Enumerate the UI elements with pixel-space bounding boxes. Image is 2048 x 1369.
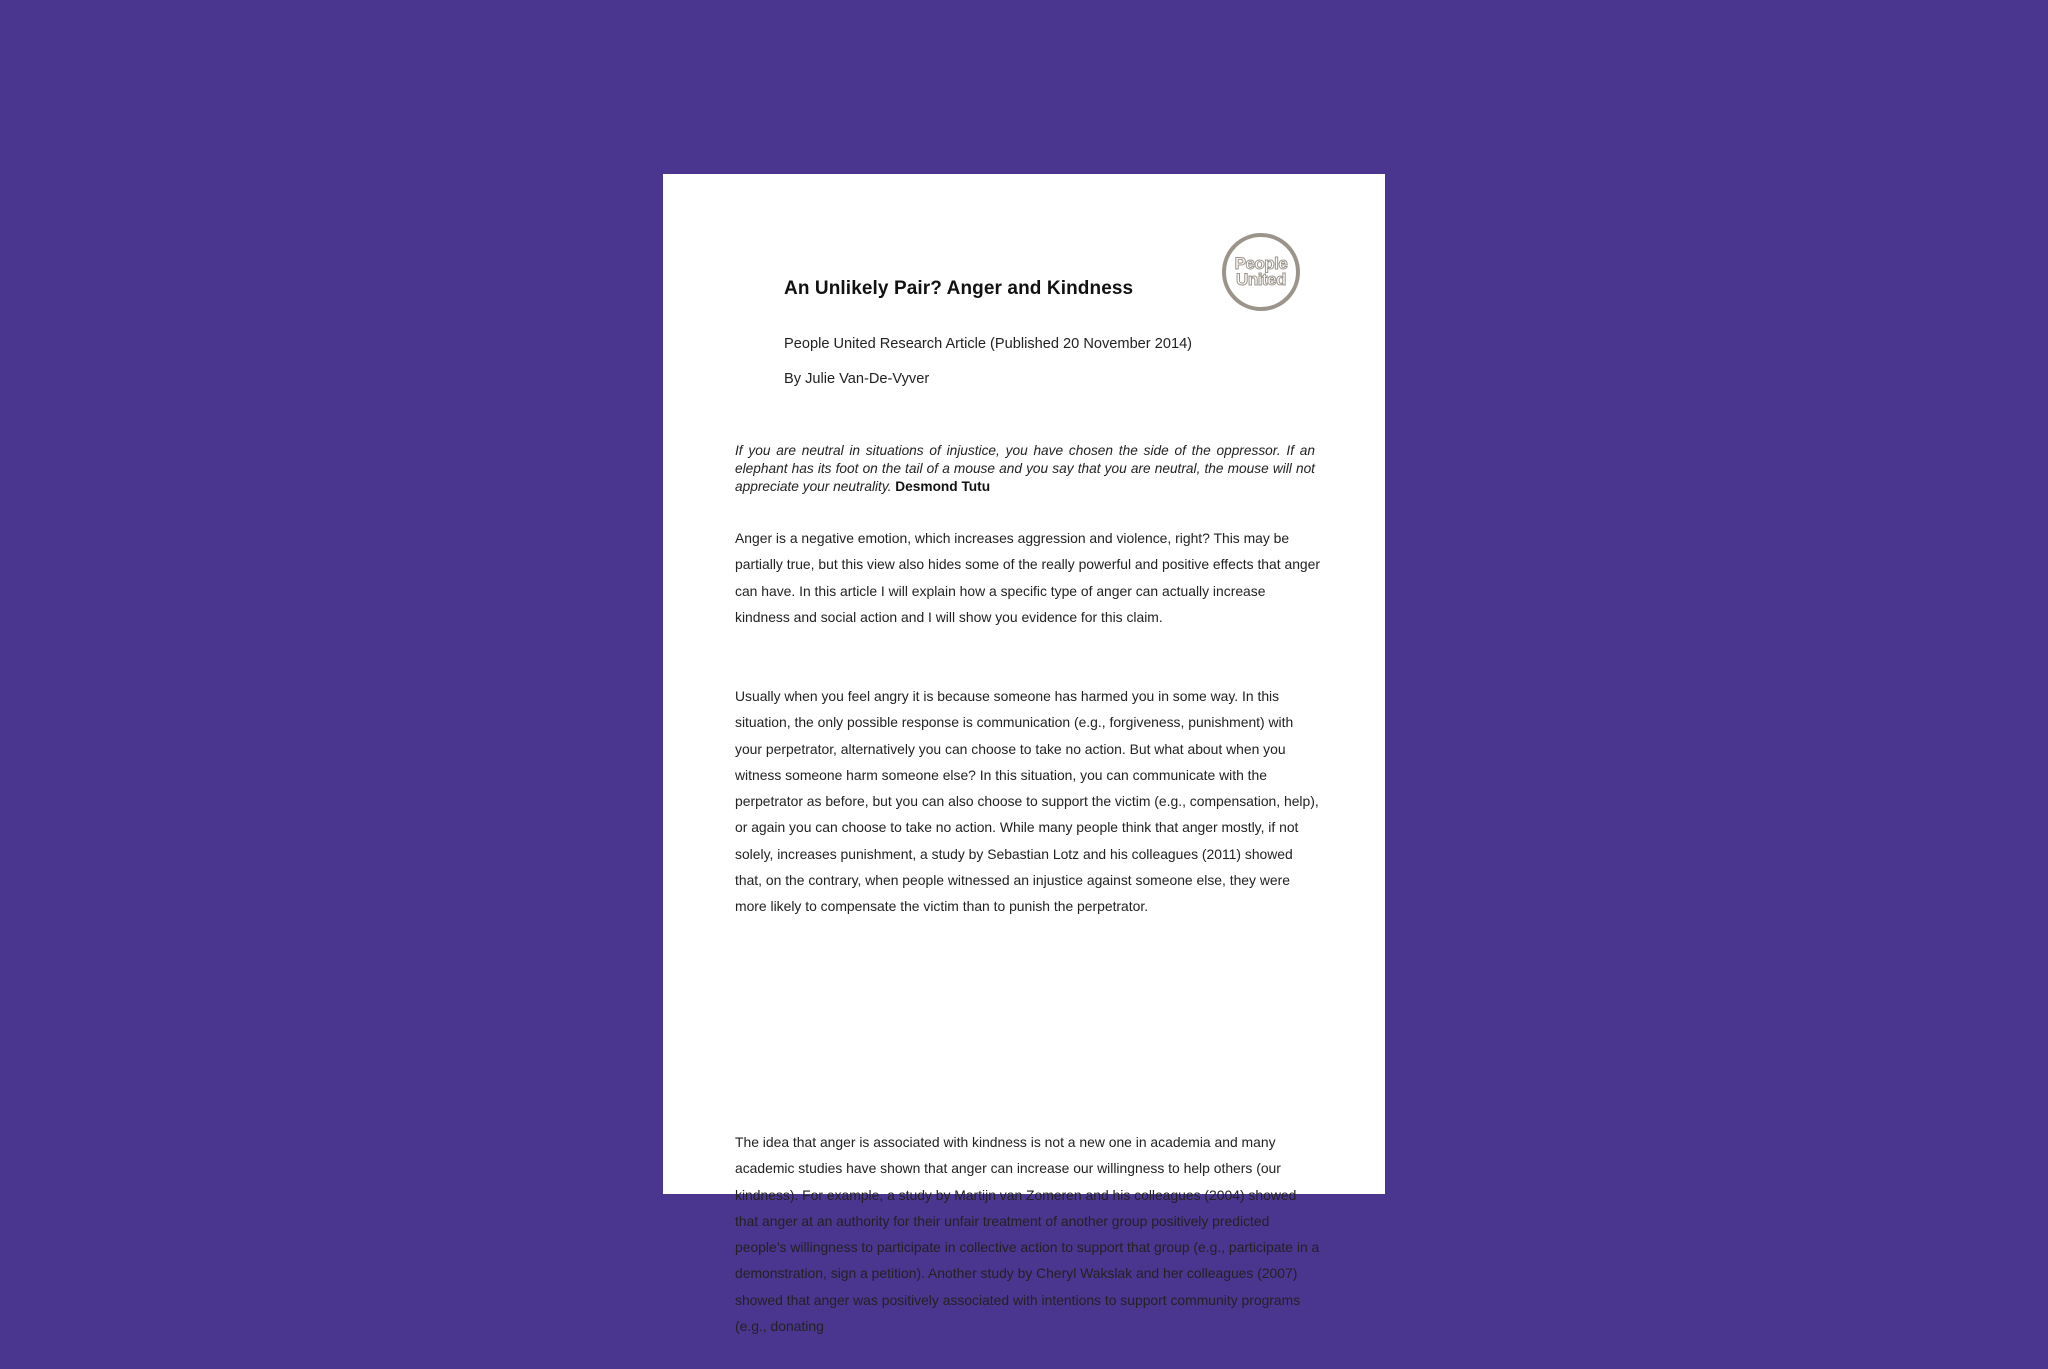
paragraph-2: Usually when you feel angry it is because someone has harmed you in some way. In this situation, the only possible response is communication (e.g., forgiveness, punishment) with your perpetrator, alternatively you can choose to take no action. But what about when you witness someone harm someone else? In this situation, you can communicate with the perpetrator as before, but you can also choose to support the victim (e.g., compensation, help), or again you can choose to take no action. While many people think that anger mostly, if not solely, increases punishment, a study by Sebastian Lotz and his colleagues (2011) showed that, on the contrary, when people witnessed an injustice against someone else, they were more likely to compensate the victim than to punish the perpetrator.: [735, 688, 1319, 915]
paragraph-1: Anger is a negative emotion, which increases aggression and violence, right? This may be partially true, but this view also hides some of the really powerful and positive effects that anger can have. In this article I will explain how a specific type of anger can actually increase kindness and social action and I will show you evidence for this claim.: [735, 530, 1321, 625]
paragraph-3: The idea that anger is associated with kindness is not a new one in academia and many academic studies have shown that anger can increase our willingness to help others (our kindness). For example, a study by Martijn van Zomeren and his colleagues (2004) showed that anger at an authority for their unfair treatment of another group positively predicted people’s willingness to participate in collective action to support that group (e.g., participate in a demonstration, sign a petition). Another study by Cheryl Wakslak and her colleagues (2007) showed that anger was positively associated with intentions to support community programs (e.g., donating: [735, 1134, 1320, 1335]
epigraph-quote: [735, 442, 1315, 496]
article-byline: By Julie Van-De-Vyver: [784, 371, 930, 387]
quote-author: Desmond Tutu: [895, 479, 991, 494]
quote-text: If you are neutral in situations of injustice, you have chosen the side of the oppressor. If an elephant has its foot on the tail of a mouse and you say that you are neutral, the mouse will not appreciate your neutrality.: [735, 443, 1315, 494]
article-subtitle: People United Research Article (Published 20 November 2014): [784, 336, 1193, 352]
article-title: An Unlikely Pair? Anger and Kindness: [784, 278, 1134, 299]
people-united-logo: [1222, 233, 1300, 311]
logo-line-2: United: [1236, 270, 1286, 289]
logo-line-1: People: [1234, 254, 1288, 273]
document-page: [663, 174, 1385, 1335]
